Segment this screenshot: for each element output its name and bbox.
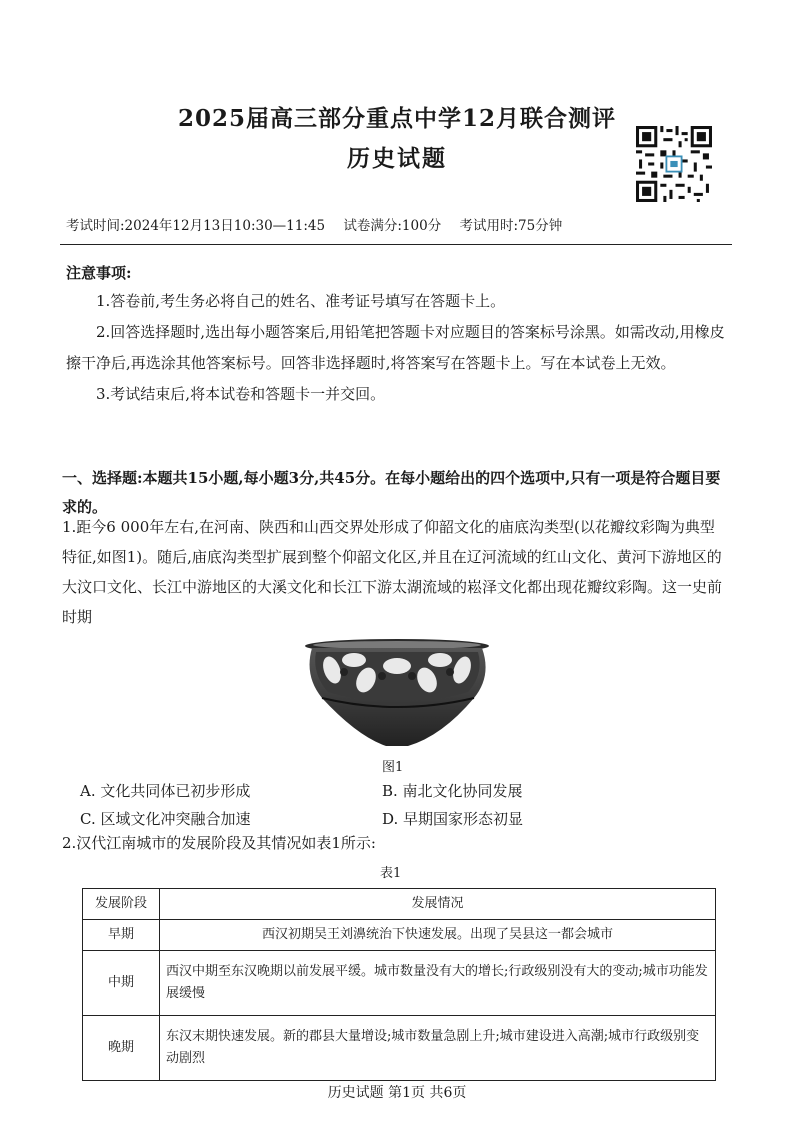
question-1-stem: 1.距今6 000年左右,在河南、陕西和山西交界处形成了仰韶文化的庙底沟类型(以花瓣纹彩陶为典型特征,如图1)。随后,庙底沟类型扩展到整个仰韶文化区,并且在辽河流域的红山文化、黄河下游地区的大汶口文化、长江中游地区的大溪文化和长江下游太湖流域的崧泽文化都出现花瓣纹彩陶。这一史前时期	[62, 518, 723, 626]
exam-duration: 考试用时:75分钟	[459, 218, 563, 234]
page-footer: 历史试题 第1页 共6页	[327, 1085, 467, 1101]
painted-pottery-bowl-image	[302, 636, 492, 750]
question-1-option-a: A. 文化共同体已初步形成	[80, 782, 251, 800]
table-1-caption: 表1	[380, 866, 402, 881]
exam-info-bar	[66, 214, 576, 234]
question-2-stem: 2.汉代江南城市的发展阶段及其情况如表1所示:	[62, 834, 376, 852]
qr-code-icon	[636, 126, 712, 202]
header-divider	[60, 244, 732, 245]
development-table	[82, 888, 716, 1081]
table-cell-detail: 西汉初期吴王刘濞统治下快速发展。出现了吴县这一都会城市	[160, 920, 716, 951]
notice-item: 3.考试结束后,将本试卷和答题卡一并交回。	[96, 385, 386, 403]
notice-list	[66, 286, 728, 410]
table-header-cell: 发展阶段	[83, 889, 160, 920]
table-cell-detail: 东汉末期快速发展。新的郡县大量增设;城市数量急剧上升;城市建设进入高潮;城市行政级别变动剧烈	[160, 1016, 716, 1081]
table-row	[83, 1016, 716, 1081]
table-cell-stage: 中期	[83, 951, 160, 1016]
notice-title: 注意事项:	[66, 264, 132, 282]
table-header-cell: 发展情况	[160, 889, 716, 920]
full-score: 试卷满分:100分	[343, 218, 442, 234]
question-1-option-b: B. 南北文化协同发展	[382, 782, 523, 800]
table-cell-detail: 西汉中期至东汉晚期以前发展平缓。城市数量没有大的增长;行政级别没有大的变动;城市功能发展缓慢	[160, 951, 716, 1016]
table-cell-stage: 晚期	[83, 1016, 160, 1081]
figure-1-caption: 图1	[382, 760, 404, 775]
exam-subject: 历史试题	[347, 145, 447, 172]
table-row	[83, 951, 716, 1016]
section-title: 一、选择题:本题共15小题,每小题3分,共45分。在每小题给出的四个选项中,只有一项是符合题目要求的。	[62, 469, 721, 516]
table-header-row	[83, 889, 716, 920]
table-row	[83, 920, 716, 951]
table-cell-stage: 早期	[83, 920, 160, 951]
exam-time: 考试时间:2024年12月13日10:30—11:45	[66, 218, 326, 234]
notice-item: 2.回答选择题时,选出每小题答案后,用铅笔把答题卡对应题目的答案标号涂黑。如需改动,用橡皮擦干净后,再选涂其他答案标号。回答非选择题时,将答案写在答题卡上。写在本试卷上无效。	[66, 323, 725, 372]
question-1-option-d: D. 早期国家形态初显	[382, 810, 524, 828]
notice-item: 1.答卷前,考生务必将自己的姓名、准考证号填写在答题卡上。	[96, 292, 506, 310]
exam-title: 2025届高三部分重点中学12月联合测评	[177, 105, 617, 132]
question-1-option-c: C. 区域文化冲突融合加速	[80, 810, 251, 828]
